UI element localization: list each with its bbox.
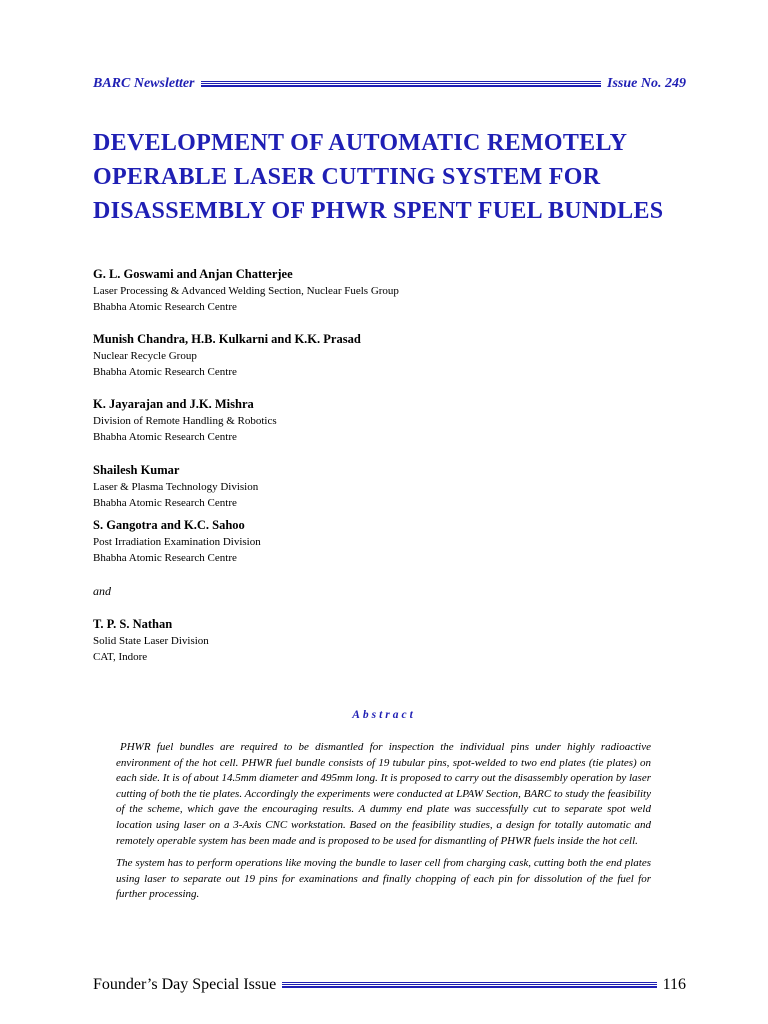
- author-group: [93, 616, 653, 665]
- issue-label: Founder’s Day Special Issue: [93, 976, 277, 993]
- author-names: Shailesh Kumar: [93, 463, 180, 477]
- author-names: S. Gangotra and K.C. Sahoo: [93, 518, 245, 532]
- article-title: DEVELOPMENT OF AUTOMATIC REMOTELY OPERABLE LASER CUTTING SYSTEM FOR DISASSEMBLY OF PHWR SPENT FUEL BUNDLES: [93, 130, 664, 224]
- affiliation-line: Nuclear Recycle Group: [93, 350, 197, 362]
- affiliation-line: Post Irradiation Examination Division: [93, 536, 261, 548]
- page-header: [93, 74, 686, 94]
- abstract-paragraph: The system has to perform operations like moving the bundle to laser cell from charging cask, cutting both the end plates using laser to separate out 19 pins for examinations and finally chopping of each pin for dissolution of the fuel for further processing.: [116, 857, 651, 901]
- author-group: [93, 266, 653, 315]
- author-names: T. P. S. Nathan: [93, 617, 173, 631]
- affiliation-line: Bhabha Atomic Research Centre: [93, 497, 237, 509]
- affiliation-line: CAT, Indore: [93, 651, 148, 663]
- affiliation-line: Laser Processing & Advanced Welding Section, Nuclear Fuels Group: [93, 285, 399, 297]
- and-conjunction: and: [93, 584, 111, 598]
- author-group: [93, 396, 653, 445]
- author-names: K. Jayarajan and J.K. Mishra: [93, 397, 254, 411]
- author-group: [93, 331, 653, 380]
- affiliation-line: Bhabha Atomic Research Centre: [93, 301, 237, 313]
- issue-number: Issue No. 249: [607, 76, 686, 91]
- newsletter-name: BARC Newsletter: [93, 76, 195, 91]
- author-names: G. L. Goswami and Anjan Chatterjee: [93, 267, 293, 281]
- affiliation-line: Bhabha Atomic Research Centre: [93, 552, 237, 564]
- page-footer: [93, 975, 686, 995]
- header-rule: [201, 81, 602, 87]
- affiliation-line: Laser & Plasma Technology Division: [93, 481, 259, 493]
- affiliation-line: Division of Remote Handling & Robotics: [93, 415, 277, 427]
- author-list: [93, 266, 653, 665]
- footer-rule: [282, 982, 656, 988]
- abstract-body: [116, 740, 651, 910]
- author-names: Munish Chandra, H.B. Kulkarni and K.K. Prasad: [93, 332, 361, 346]
- abstract-paragraph: PHWR fuel bundles are required to be dismantled for inspection the individual pins under highly radioactive environment of the hot cell. PHWR fuel bundle consists of 19 tubular pins, spot-welded to two end plates (tie plates) on each side. It is of about 14.5mm diameter and 495mm long. It is proposed to carry out the disassembly operation by laser cutting of both the tie plates. Accordingly the experiments were conducted at LPAW Section, BARC to study the feasibility of the scheme, which gave the encouraging results. A dummy end plate was successfully cut to separate spot weld location using laser on a 3-Axis CNC workstation. Based on the feasibility studies, a design for totally automatic and remotely operable system has been made and is proposed to be used for dismantling of PHWR fuels inside the hot cell.: [116, 741, 651, 847]
- page-number: 116: [662, 976, 686, 993]
- author-group: [93, 517, 653, 566]
- affiliation-line: Bhabha Atomic Research Centre: [93, 366, 237, 378]
- abstract-heading: Abstract: [352, 709, 416, 721]
- affiliation-line: Bhabha Atomic Research Centre: [93, 431, 237, 443]
- affiliation-line: Solid State Laser Division: [93, 635, 209, 647]
- author-group: [93, 462, 653, 511]
